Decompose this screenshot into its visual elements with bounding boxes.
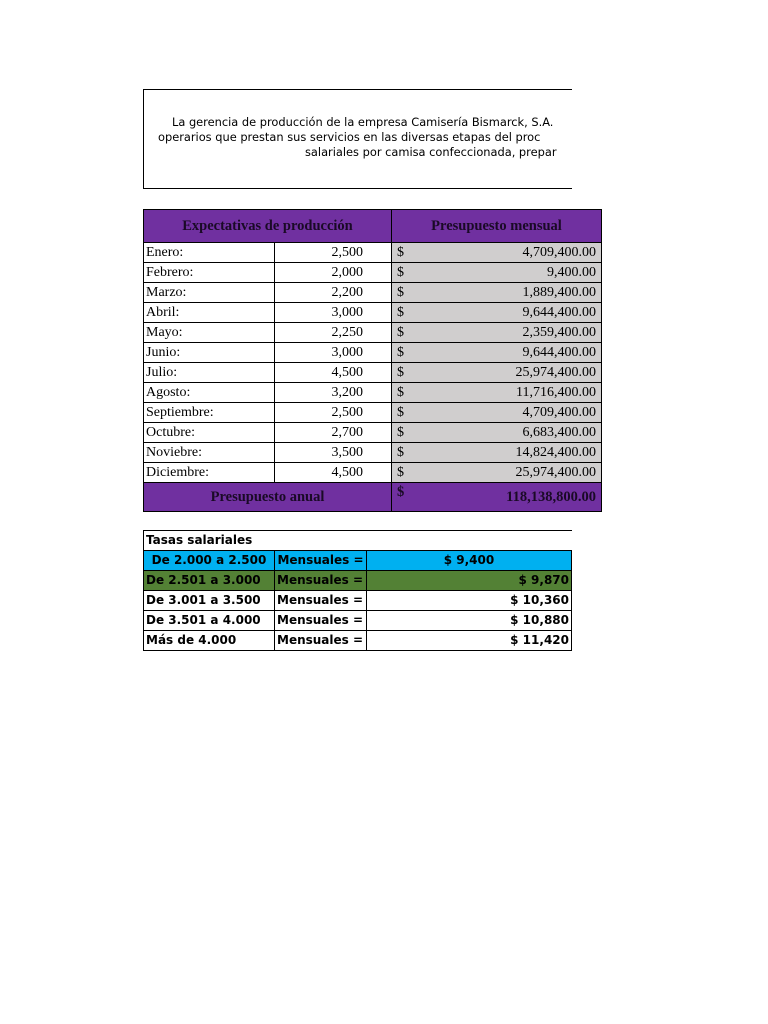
table-row xyxy=(144,403,602,423)
budget-cell[interactable] xyxy=(392,263,602,283)
annual-budget-value: 118,138,800.00 xyxy=(506,488,596,505)
rate-range-cell[interactable]: De 3.001 a 3.500 xyxy=(144,591,275,611)
rate-row-highlighted xyxy=(144,571,572,591)
currency-symbol: $ xyxy=(397,445,404,460)
budget-cell[interactable] xyxy=(392,323,602,343)
annual-total-row xyxy=(144,483,602,512)
units-cell[interactable]: 3,000 xyxy=(275,343,392,363)
rates-title[interactable]: Tasas salariales xyxy=(144,531,572,551)
units-cell[interactable]: 3,000 xyxy=(275,303,392,323)
rate-row xyxy=(144,591,572,611)
units-cell[interactable]: 4,500 xyxy=(275,463,392,483)
table-row xyxy=(144,263,602,283)
month-cell[interactable]: Abril: xyxy=(144,303,275,323)
annual-budget-cell[interactable] xyxy=(392,483,602,512)
salary-rates-table xyxy=(143,530,572,651)
rates-title-row xyxy=(144,531,572,551)
budget-value: 25,974,400.00 xyxy=(515,365,596,380)
budget-cell[interactable] xyxy=(392,443,602,463)
units-cell[interactable]: 4,500 xyxy=(275,363,392,383)
table-row xyxy=(144,463,602,483)
currency-symbol: $ xyxy=(397,345,404,360)
units-cell[interactable]: 2,500 xyxy=(275,403,392,423)
intro-line: salariales por camisa confeccionada, prepar xyxy=(305,145,557,159)
rate-range-cell[interactable]: De 2.000 a 2.500 xyxy=(144,551,275,571)
month-cell[interactable]: Julio: xyxy=(144,363,275,383)
units-cell[interactable]: 2,500 xyxy=(275,243,392,263)
units-cell[interactable]: 2,000 xyxy=(275,263,392,283)
rate-row xyxy=(144,631,572,651)
table-row xyxy=(144,363,602,383)
budget-cell[interactable] xyxy=(392,403,602,423)
budget-value: 9,400.00 xyxy=(547,265,596,280)
table-row xyxy=(144,343,602,363)
intro-line: La gerencia de producción de la empresa Camisería Bismarck, S.A. xyxy=(172,115,554,129)
table-row xyxy=(144,323,602,343)
currency-symbol: $ xyxy=(397,484,405,500)
currency-symbol: $ xyxy=(397,385,404,400)
budget-value: 4,709,400.00 xyxy=(522,405,596,420)
currency-symbol: $ xyxy=(397,245,404,260)
table-row xyxy=(144,243,602,263)
budget-cell[interactable] xyxy=(392,383,602,403)
budget-cell[interactable] xyxy=(392,463,602,483)
rate-range-cell[interactable]: De 3.501 a 4.000 xyxy=(144,611,275,631)
rate-label-cell[interactable]: Mensuales = xyxy=(275,631,367,651)
production-table-header xyxy=(144,210,602,243)
month-cell[interactable]: Enero: xyxy=(144,243,275,263)
currency-symbol: $ xyxy=(397,325,404,340)
budget-value: 9,644,400.00 xyxy=(522,305,596,320)
intro-text-box xyxy=(143,89,572,189)
budget-value: 4,709,400.00 xyxy=(522,245,596,260)
budget-value: 14,824,400.00 xyxy=(515,445,596,460)
rate-label-cell[interactable]: Mensuales = xyxy=(275,551,367,571)
month-cell[interactable]: Septiembre: xyxy=(144,403,275,423)
rate-range-cell[interactable]: De 2.501 a 3.000 xyxy=(144,571,275,591)
units-cell[interactable]: 2,250 xyxy=(275,323,392,343)
month-cell[interactable]: Marzo: xyxy=(144,283,275,303)
budget-value: 2,359,400.00 xyxy=(522,325,596,340)
table-row xyxy=(144,423,602,443)
month-cell[interactable]: Agosto: xyxy=(144,383,275,403)
rate-label-cell[interactable]: Mensuales = xyxy=(275,591,367,611)
rate-row-selected xyxy=(144,551,572,571)
budget-value: 25,974,400.00 xyxy=(515,465,596,480)
rate-label-cell[interactable]: Mensuales = xyxy=(275,571,367,591)
table-row xyxy=(144,443,602,463)
budget-value: 1,889,400.00 xyxy=(522,285,596,300)
budget-value: 11,716,400.00 xyxy=(516,385,596,400)
rate-range-cell[interactable]: Más de 4.000 xyxy=(144,631,275,651)
budget-cell[interactable] xyxy=(392,243,602,263)
currency-symbol: $ xyxy=(397,425,404,440)
table-row xyxy=(144,303,602,323)
rate-value-cell[interactable]: $ 9,400 xyxy=(367,551,572,571)
currency-symbol: $ xyxy=(397,265,404,280)
currency-symbol: $ xyxy=(397,405,404,420)
units-cell[interactable]: 2,700 xyxy=(275,423,392,443)
budget-value: 9,644,400.00 xyxy=(522,345,596,360)
month-cell[interactable]: Diciembre: xyxy=(144,463,275,483)
units-cell[interactable]: 2,200 xyxy=(275,283,392,303)
header-production-expectations[interactable]: Expectativas de producción xyxy=(144,210,392,243)
table-row xyxy=(144,383,602,403)
month-cell[interactable]: Junio: xyxy=(144,343,275,363)
budget-cell[interactable] xyxy=(392,283,602,303)
budget-cell[interactable] xyxy=(392,303,602,323)
budget-cell[interactable] xyxy=(392,343,602,363)
month-cell[interactable]: Octubre: xyxy=(144,423,275,443)
budget-cell[interactable] xyxy=(392,363,602,383)
table-row xyxy=(144,283,602,303)
month-cell[interactable]: Mayo: xyxy=(144,323,275,343)
intro-paragraph xyxy=(158,115,572,160)
currency-symbol: $ xyxy=(397,305,404,320)
production-budget-table xyxy=(143,209,602,512)
currency-symbol: $ xyxy=(397,365,404,380)
currency-symbol: $ xyxy=(397,465,404,480)
annual-budget-label[interactable]: Presupuesto anual xyxy=(144,483,392,512)
currency-symbol: $ xyxy=(397,285,404,300)
budget-cell[interactable] xyxy=(392,423,602,443)
rate-label-cell[interactable]: Mensuales = xyxy=(275,611,367,631)
month-cell[interactable]: Noviebre: xyxy=(144,443,275,463)
rate-value-cell[interactable]: $ 11,420 xyxy=(367,631,572,651)
month-cell[interactable]: Febrero: xyxy=(144,263,275,283)
rate-value-cell[interactable]: $ 10,360 xyxy=(367,591,572,611)
rate-value-cell[interactable]: $ 10,880 xyxy=(367,611,572,631)
intro-line: operarios que prestan sus servicios en las diversas etapas del proc xyxy=(158,130,541,144)
budget-value: 6,683,400.00 xyxy=(522,425,596,440)
rate-row xyxy=(144,611,572,631)
units-cell[interactable]: 3,500 xyxy=(275,443,392,463)
rate-value-cell[interactable]: $ 9,870 xyxy=(367,571,572,591)
header-monthly-budget[interactable]: Presupuesto mensual xyxy=(392,210,602,243)
units-cell[interactable]: 3,200 xyxy=(275,383,392,403)
